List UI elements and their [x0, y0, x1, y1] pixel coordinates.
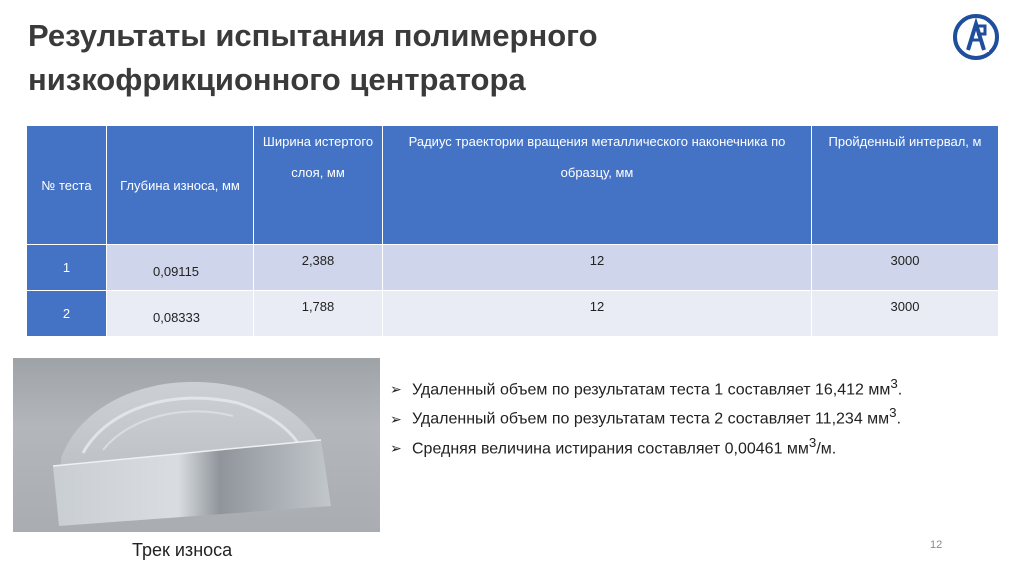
note-tail: .: [897, 381, 903, 399]
list-item: [390, 401, 1020, 430]
note-sup: 3: [808, 434, 817, 450]
header-test-no: № теста: [27, 126, 107, 245]
note-tail: .: [896, 410, 902, 428]
page-number: 12: [930, 539, 943, 551]
slide-title: Результаты испытания полимерного низкофрикционного центратора: [28, 18, 598, 97]
header-wear-depth: Глубина износа, мм: [107, 126, 254, 245]
photo-caption: Трек износа: [132, 540, 233, 560]
results-notes: [390, 372, 1020, 460]
arrow-bullet-icon: ➢: [390, 439, 402, 456]
cell-distance: 3000: [812, 291, 999, 337]
header-worn-width: Ширина истертого слоя, мм: [254, 126, 383, 245]
cell-radius: 12: [383, 245, 812, 291]
wear-sample-image: [13, 358, 380, 532]
arrow-bullet-icon: ➢: [390, 410, 402, 427]
table-row: [27, 291, 999, 337]
cell-wear-depth: 0,08333: [107, 291, 254, 337]
cell-test-no: 1: [27, 245, 107, 291]
list-item: [390, 372, 1020, 401]
note-text: Удаленный объем по результатам теста 1 составляет 16,412 мм: [412, 381, 891, 399]
cell-radius: 12: [383, 291, 812, 337]
header-radius: Радиус траектории вращения металлического наконечника по образцу, мм: [383, 126, 812, 245]
note-sup: 3: [889, 405, 897, 421]
cell-worn-width: 1,788: [254, 291, 383, 337]
cell-test-no: 2: [27, 291, 107, 337]
cell-wear-depth: 0,09115: [107, 245, 254, 291]
note-tail: /м.: [816, 439, 837, 457]
company-logo-icon: [951, 12, 1001, 62]
cell-worn-width: 2,388: [254, 245, 383, 291]
note-text: Средняя величина истирания составляет 0,00461 мм: [412, 439, 809, 457]
wear-track-photo: [13, 358, 380, 532]
list-item: [390, 431, 1020, 460]
note-text: Удаленный объем по результатам теста 2 составляет 11,234 мм: [412, 410, 890, 428]
cell-distance: 3000: [812, 245, 999, 291]
header-distance: Пройденный интервал, м: [812, 126, 999, 245]
arrow-bullet-icon: ➢: [390, 381, 402, 398]
results-table: [26, 125, 999, 337]
table-header-row: [27, 126, 999, 245]
note-sup: 3: [890, 376, 898, 391]
table-row: [27, 245, 999, 291]
